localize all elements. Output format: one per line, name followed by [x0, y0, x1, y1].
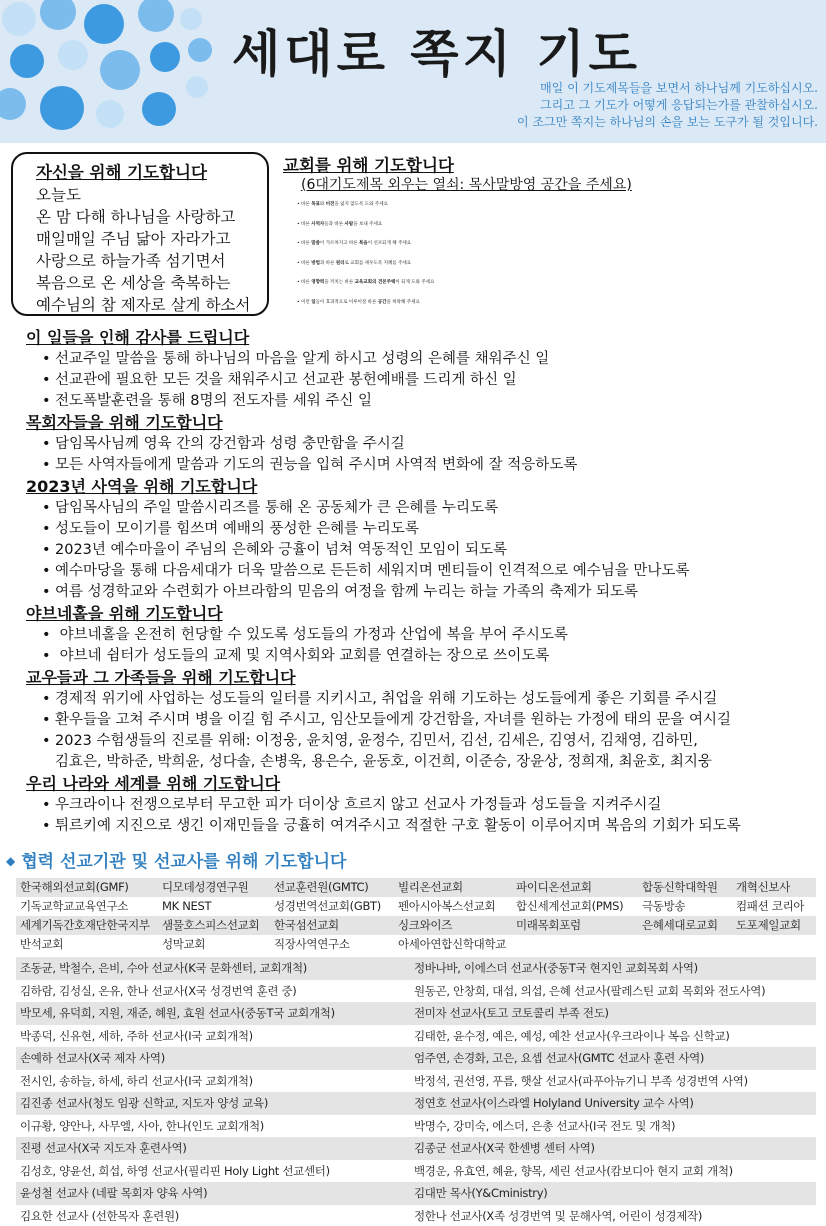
item-text: 와	[319, 202, 326, 207]
prayer-item	[26, 816, 822, 837]
decorative-dot	[84, 4, 124, 44]
prayer-item-text: 2023 수험생들의 진로를 위해: 이정웅, 윤치영, 윤정수, 김민서, 김선, 김세은, 김영서, 김채영, 김하민,	[55, 733, 698, 749]
church-prayer-heading: 교회를 위해 기도합니다	[283, 156, 454, 175]
section-heading: 교우들과 그 가족들을 위해 기도합니다	[26, 668, 296, 687]
bullet-icon: •	[42, 563, 51, 579]
decorative-dot	[186, 76, 208, 98]
prayer-item-text: 예수마당을 통해 다음세대가 더욱 말씀으로 든든히 세워지며 멘티들이 인격적으로 예수님을 만나도록	[55, 563, 690, 579]
keyword-text: 공간	[377, 299, 387, 305]
subtitle-line: 이 조그만 쪽지는 하나님의 손을 보는 도구가 될 것입니다.	[517, 115, 818, 129]
missionary-entry: 김요한 선교사 (선한목자 훈련원)	[20, 1208, 179, 1223]
missionary-entry: 이규황, 양안나, 사무엘, 사아, 한나(인도 교회개척)	[20, 1118, 264, 1133]
missionary-row	[16, 980, 816, 1003]
organization-name: 미래목회포럼	[516, 918, 581, 932]
bullet-icon: •	[42, 457, 51, 473]
decorative-dot	[40, 86, 84, 130]
prayer-item	[26, 689, 822, 710]
organization-name: MK NEST	[162, 899, 212, 913]
decorative-dot	[58, 40, 88, 70]
diamond-icon: ◆	[6, 854, 16, 868]
prayer-item-text: 튀르키예 지진으로 생긴 이재민들을 긍휼히 여겨주시고 적절한 구호 활동이 이루어지며 복음의 기회가 되도록	[55, 818, 741, 834]
prayer-item	[26, 455, 822, 476]
item-text: 로 교회를 세우도록 지혜를 주세요	[344, 260, 412, 266]
prayer-item	[26, 519, 822, 540]
prayer-item	[26, 625, 822, 646]
prayer-item-text: 선교관에 필요한 모든 것을 채워주시고 선교관 봉헌예배를 드리게 하신 일	[55, 372, 517, 388]
bullet-icon: •	[42, 584, 51, 600]
prayer-item	[26, 540, 822, 561]
subtitle-line: 그리고 그 기도가 어떻게 응답되는가를 관찰하십시오.	[540, 98, 818, 112]
bullet-icon: •	[42, 500, 51, 516]
organization-name: 아세아연합신학대학교	[398, 937, 507, 951]
bullet-icon: •	[42, 436, 51, 452]
missionary-entry: 손예하 선교사(X국 제자 사역)	[20, 1051, 165, 1065]
section-heading: 목회자들을 위해 기도합니다	[26, 413, 223, 432]
organization-name: 디모데성경연구원	[162, 880, 249, 894]
organization-name: 도포제일교회	[736, 918, 801, 932]
item-text: • 바른	[297, 260, 312, 266]
keyword-text: 말씀	[311, 241, 320, 246]
missionary-entry: 박명수, 강미숙, 에스더, 은총 선교사(I국 전도 및 개척)	[414, 1118, 676, 1133]
header-banner	[0, 0, 826, 143]
organization-name: 극동방송	[642, 899, 686, 913]
prayer-section	[26, 773, 822, 837]
prayer-item	[26, 370, 822, 391]
item-text: 과 바른	[319, 260, 336, 266]
keyword-text: 원리	[335, 260, 345, 266]
bullet-icon: •	[42, 372, 51, 388]
prayer-sections	[26, 327, 822, 837]
missionary-entry: 김하람, 김성실, 온유, 한나 선교사(X국 성경번역 훈련 중)	[20, 983, 297, 998]
organization-name: 합신세계선교회(PMS)	[516, 899, 624, 913]
missionary-entry: 박모세, 유덕희, 지원, 재준, 혜원, 효원 선교사(중동T국 교회개척)	[20, 1006, 335, 1020]
decorative-dot	[100, 50, 140, 90]
keyword-text: 복음	[359, 241, 368, 246]
organization-name: 펜아시아복스선교회	[398, 899, 496, 913]
missionary-entry: 김태한, 윤수정, 예은, 예성, 예찬 선교사(우크라이나 복음 신학교)	[414, 1028, 730, 1043]
church-prayer-item	[283, 273, 823, 293]
section-heading: 2023년 사역을 위해 기도합니다	[26, 477, 258, 496]
prayer-section	[26, 667, 822, 773]
decorative-dot	[2, 2, 36, 36]
church-prayer-section	[283, 155, 823, 312]
missionary-row	[16, 1092, 816, 1115]
organization-name: 컴패션 코리아	[736, 899, 805, 913]
organization-name: 빌리온선교회	[398, 880, 463, 894]
missionary-entry: 김대만 목사(Y&Cministry)	[414, 1186, 548, 1200]
missionary-entry: 정연호 선교사(이스라엘 Holyland University 교수 사역)	[414, 1096, 694, 1110]
missionary-entry: 김성호, 양윤선, 희섭, 하영 선교사(필리핀 Holy Light 선교센터)	[20, 1163, 330, 1178]
self-prayer-line: 예수님의 참 제자로 살게 하소서	[36, 296, 251, 314]
item-text: • 바른	[297, 221, 312, 227]
item-text: 들과 바른	[324, 221, 345, 227]
prayer-item	[26, 646, 822, 667]
item-text: • 바른	[297, 280, 312, 285]
organization-name: 성막교회	[162, 937, 206, 951]
bullet-icon: •	[42, 521, 51, 537]
keyword-text: 일	[311, 299, 316, 305]
decorative-dot	[180, 8, 202, 30]
self-prayer-box	[11, 152, 269, 316]
prayer-item-text: 성도들이 모이기를 힘쓰며 예배의 풍성한 은혜를 누리도록	[55, 521, 419, 537]
church-prayer-list	[283, 195, 823, 312]
keyword-text: 방법	[311, 260, 320, 266]
church-prayer-item	[283, 293, 823, 313]
decorative-dot	[96, 100, 124, 128]
missionary-entry: 김종군 선교사(X국 한센병 센터 사역)	[414, 1141, 595, 1155]
missionary-entry: 엄주연, 손경화, 고은, 요셉 선교사(GMTC 선교사 훈련 사역)	[414, 1051, 705, 1065]
missionaries-table	[16, 957, 816, 1226]
prayer-item-text: 여름 성경학교와 수련회가 아브라함의 믿음의 여정을 함께 누리는 하늘 가족의 축제가 되도록	[55, 584, 638, 600]
missionaries-title: 협력 선교기관 및 선교사를 위해 기도합니다	[21, 852, 347, 872]
missionary-row	[16, 1205, 816, 1226]
item-text: 이 선포되게 해 주세요	[367, 241, 412, 246]
prayer-item-text: 모든 사역자들에게 말씀과 기도의 권능을 입혀 주시며 사역적 변화에 잘 적응하도록	[55, 457, 578, 473]
organization-row	[16, 878, 816, 897]
organization-name: 은혜세대로교회	[642, 918, 718, 932]
organization-name: 한국해외선교회(GMF)	[20, 880, 129, 894]
keyword-text: 영향력	[311, 280, 325, 285]
bullet-icon: •	[42, 351, 51, 367]
prayer-item-text: 담임목사님의 주일 말씀시리즈를 통해 온 공동체가 큰 은혜를 누리도록	[55, 500, 499, 516]
item-text: 을 보내 주세요	[353, 221, 383, 227]
organization-name: 기독교학교교육연구소	[20, 899, 129, 913]
missionary-entry: 박종덕, 신유현, 세하, 주하 선교사(I국 교회개척)	[20, 1028, 253, 1043]
organization-name: 반석교회	[20, 937, 64, 951]
decorative-dot	[138, 0, 174, 32]
prayer-item	[26, 710, 822, 731]
missionary-row	[16, 1025, 816, 1048]
page-title: 세대로 쪽지 기도	[232, 25, 641, 83]
prayer-item-text: 2023년 예수마을이 주님의 은혜와 긍휼이 넘쳐 역동적인 모임이 되도록	[55, 542, 507, 558]
missionary-entry: 전미자 선교사(토고 코토콜리 부족 전도)	[414, 1006, 609, 1020]
self-prayer-heading: 자신을 위해 기도합니다	[36, 163, 207, 182]
missionary-row	[16, 1115, 816, 1138]
missionary-row	[16, 1160, 816, 1183]
self-prayer-line: 매일매일 주님 닮아 자라가고	[36, 230, 231, 248]
prayer-section	[26, 603, 822, 667]
church-prayer-item	[283, 215, 823, 235]
organization-name: 개혁신보사	[736, 880, 791, 894]
church-prayer-note: (6대기도제목 외우는 열쇠: 목사말방영 공간을 주세요)	[301, 177, 632, 193]
missionary-row	[16, 957, 816, 980]
banner-subtitle	[517, 80, 818, 131]
decorative-dot	[150, 42, 180, 72]
missionaries-heading	[6, 847, 346, 872]
prayer-item	[26, 582, 822, 603]
prayer-item-text: 경제적 위기에 사업하는 성도들의 일터를 지키시고, 취업을 위해 기도하는 성도들에게 좋은 기회를 주시길	[55, 691, 718, 707]
organization-name: 성경번역선교회(GBT)	[274, 899, 381, 913]
church-prayer-item	[283, 234, 823, 254]
organization-row	[16, 916, 816, 935]
missionary-entry: 전시인, 송하늘, 하세, 하리 선교사(I국 교회개척)	[20, 1073, 253, 1088]
prayer-section	[26, 327, 822, 412]
prayer-section	[26, 476, 822, 603]
keyword-text: 교육교회의 견본주택	[354, 280, 396, 285]
self-prayer-line: 복음으로 온 세상을 축복하는	[36, 274, 231, 292]
prayer-item-text: 야브네 쉼터가 성도들의 교제 및 지역사회와 교회를 연결하는 장으로 쓰이도록	[55, 648, 550, 664]
keyword-text: 비전	[325, 202, 335, 207]
organization-name: 한국섬선교회	[274, 918, 339, 932]
organization-row	[16, 897, 816, 916]
missionary-row	[16, 1070, 816, 1093]
bullet-icon: •	[42, 818, 51, 834]
church-prayer-item	[283, 254, 823, 274]
bullet-icon: •	[42, 712, 51, 728]
prayer-item-text: 담임목사님께 영육 간의 강건함과 성령 충만함을 주시길	[55, 436, 405, 452]
decorative-dot	[40, 0, 76, 30]
prayer-item	[26, 561, 822, 582]
keyword-text: 사역자	[311, 221, 325, 227]
prayer-item	[26, 434, 822, 455]
decorative-dot	[10, 44, 44, 78]
item-text: • 바른	[297, 241, 312, 246]
missionary-row	[16, 1182, 816, 1205]
prayer-item-text: 환우들을 고쳐 주시며 병을 이길 힘 주시고, 임산모들에게 강건함을, 자녀를 원하는 가정에 태의 문을 여시길	[55, 712, 732, 728]
section-heading: 우리 나라와 세계를 위해 기도합니다	[26, 774, 281, 793]
bullet-icon: •	[42, 691, 51, 707]
bullet-icon: •	[42, 542, 51, 558]
item-text: 이 되게 도와 주세요	[395, 280, 435, 285]
bullet-icon: •	[42, 733, 51, 749]
missionary-row	[16, 1137, 816, 1160]
prayer-item	[26, 731, 822, 752]
item-text: • 바른	[297, 202, 312, 207]
missionary-entry: 원동곤, 안창희, 대섭, 의섭, 은혜 선교사(팔레스틴 교회 목회와 전도사역)	[414, 983, 766, 998]
organization-row	[16, 935, 816, 954]
prayer-section	[26, 412, 822, 476]
missionary-entry: 윤성철 선교사 (네팔 목회자 양육 사역)	[20, 1186, 208, 1200]
prayer-item	[26, 349, 822, 370]
bullet-icon: •	[42, 797, 51, 813]
missionary-entry: 조동균, 박철수, 은비, 수아 선교사(K국 문화센터, 교회개척)	[20, 961, 307, 975]
keyword-text: 사람	[344, 221, 354, 227]
item-text: 을 허락해 주세요	[386, 299, 420, 305]
item-text: 을 잃지 않도록 도와 주세요	[334, 202, 388, 207]
decorative-dot	[142, 92, 176, 126]
item-text: 이 가르쳐지고 바른	[319, 241, 359, 246]
missionary-entry: 정바나바, 이에스더 선교사(중동T국 현지인 교회목회 사역)	[414, 961, 698, 975]
missionary-entry: 정한나 선교사(X족 성경번역 및 문해사역, 어린이 성경제작)	[414, 1208, 703, 1223]
partner-organizations-table	[16, 878, 816, 954]
section-heading: 이 일들을 인해 감사를 드립니다	[26, 328, 250, 347]
prayer-item	[26, 391, 822, 412]
self-prayer-line: 온 맘 다해 하나님을 사랑하고	[36, 208, 236, 226]
bullet-icon: •	[42, 393, 51, 409]
prayer-item-text: 야브네홀을 온전히 헌당할 수 있도록 성도들의 가정과 산업에 복을 부어 주시도록	[55, 627, 568, 643]
missionary-row	[16, 1002, 816, 1025]
self-prayer-line: 오늘도	[36, 186, 81, 204]
prayer-item-text: 우크라이나 전쟁으로부터 무고한 피가 더이상 흐르지 않고 선교사 가정들과 성도들을 지켜주시길	[55, 797, 662, 813]
keyword-text: 목표	[311, 202, 320, 207]
missionary-entry: 박정석, 권선영, 푸름, 햇살 선교사(파푸아뉴기니 부족 성경번역 사역)	[414, 1073, 748, 1088]
missionary-row	[16, 1047, 816, 1070]
organization-name: 샘물호스피스선교회	[162, 918, 260, 932]
organization-name: 싱크와이즈	[398, 918, 453, 932]
organization-name: 합동신학대학원	[642, 880, 718, 894]
missionary-entry: 백경운, 유효연, 혜윤, 향목, 세린 선교사(캄보디아 현지 교회 개척)	[414, 1163, 733, 1178]
prayer-item-text: 전도폭발훈련을 통해 8명의 전도자를 세워 주신 일	[55, 393, 373, 409]
bullet-icon: •	[42, 627, 51, 643]
prayer-item-text: 선교주일 말씀을 통해 하나님의 마음을 알게 하시고 성령의 은혜를 채워주신 일	[55, 351, 550, 367]
organization-name: 직장사역연구소	[274, 937, 350, 951]
item-text: • 이런	[297, 299, 312, 305]
organization-name: 파이디온선교회	[516, 880, 592, 894]
organization-name: 선교훈련원(GMTC)	[274, 880, 369, 894]
self-prayer-line: 사랑으로 하늘가족 섬기면서	[36, 252, 226, 270]
organization-name: 세계기독간호재단한국지부	[20, 918, 150, 932]
missionary-entry: 진평 선교사(X국 지도자 훈련사역)	[20, 1141, 187, 1155]
prayer-item	[26, 498, 822, 519]
missionary-entry: 김진종 선교사(청도 임광 신학교, 지도자 양성 교육)	[20, 1096, 269, 1110]
prayer-item	[26, 795, 822, 816]
subtitle-line: 매일 이 기도제목들을 보면서 하나님께 기도하십시오.	[540, 81, 818, 95]
church-prayer-item	[283, 195, 823, 215]
decorative-dot	[0, 88, 26, 120]
item-text: 들이 효과적으로 이루어질 바른	[315, 299, 378, 305]
item-text: 을 끼치는 바른	[324, 280, 355, 285]
bullet-icon: •	[42, 648, 51, 664]
decorative-dot	[188, 38, 212, 62]
prayer-item-continuation: 김효은, 박하준, 박희윤, 성다솔, 손병욱, 용은수, 윤동호, 이건희, 이준승, 장윤상, 정희재, 최윤호, 최지웅	[55, 754, 712, 770]
section-heading: 야브네홀을 위해 기도합니다	[26, 604, 223, 623]
